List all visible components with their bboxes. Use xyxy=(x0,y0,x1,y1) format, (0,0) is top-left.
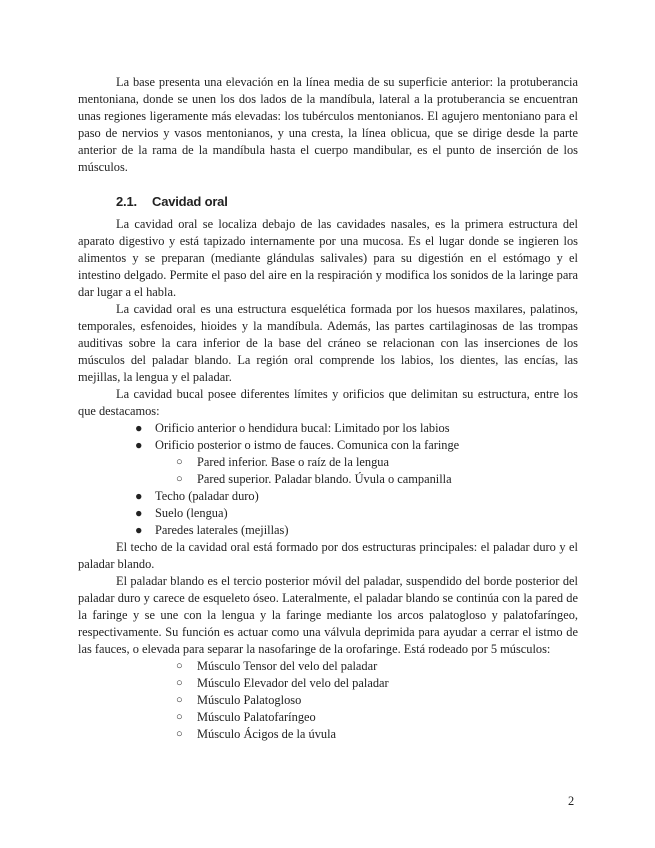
list-item: ● Techo (paladar duro) xyxy=(135,489,259,503)
muscles-list xyxy=(78,658,578,743)
bullet-icon: ● xyxy=(135,489,143,503)
circle-bullet-icon: ○ xyxy=(176,728,183,740)
section-heading xyxy=(78,193,578,210)
section-number: 2.1. xyxy=(116,194,137,209)
sublist xyxy=(78,454,578,488)
paragraph-oral-cavity-intro: La cavidad oral se localiza debajo de las cavidades nasales, es la primera estructura del aparato digestivo y está tapizado internamente por una mucosa. Es el lugar donde se ingieren los alimentos y se preparan (mediante glándulas salivales) para su digestión en el estómago y el intestino delgado. Permite el paso del aire en la respiración y modifica los sonidos de la laringe para dar lugar a el habla. xyxy=(78,217,578,299)
paragraph-palate-roof: El techo de la cavidad oral está formado por dos estructuras principales: el paladar duro y el paladar blando. xyxy=(78,540,578,571)
limits-list-continued xyxy=(78,488,578,539)
sublist-item: ○ Pared superior. Paladar blando. Úvula o campanilla xyxy=(176,472,452,486)
list-item: ● Paredes laterales (mejillas) xyxy=(135,523,289,537)
list-item: ○ Músculo Palatogloso xyxy=(176,693,302,707)
bullet-icon: ● xyxy=(135,421,143,435)
circle-bullet-icon: ○ xyxy=(176,677,183,689)
limits-list xyxy=(78,420,578,454)
circle-bullet-icon: ○ xyxy=(176,660,183,672)
document-page xyxy=(78,74,578,743)
list-item: ● Orificio anterior o hendidura bucal: Limitado por los labios xyxy=(135,421,450,435)
bullet-icon: ● xyxy=(135,506,143,520)
list-item: ○ Músculo Palatofaríngeo xyxy=(176,710,316,724)
circle-bullet-icon: ○ xyxy=(176,694,183,706)
circle-bullet-icon: ○ xyxy=(176,473,183,485)
list-item: ○ Músculo Elevador del velo del paladar xyxy=(176,676,389,690)
paragraph-mandible-base: La base presenta una elevación en la línea media de su superficie anterior: la protuberancia mentoniana, donde se unen los dos lados de la mandíbula, lateral a la protuberancia se encuentran unas regiones ligeramente más elevadas: los tubérculos mentonianos. El agujero mentoniano para el paso de nervios y vasos mentonianos, y una cresta, la línea oblicua, que se dirige desde la parte anterior de la rama de la mandíbula hasta el cuerpo mandibular, es el punto de inserción de los músculos. xyxy=(78,75,578,174)
paragraph-limits-intro: La cavidad bucal posee diferentes límites y orificios que delimitan su estructura, entre los que destacamos: xyxy=(78,387,578,418)
sublist-item: ○ Pared inferior. Base o raíz de la lengua xyxy=(176,455,389,469)
bullet-icon: ● xyxy=(135,523,143,537)
list-item: ● Suelo (lengua) xyxy=(135,506,228,520)
list-item: ● Orificio posterior o istmo de fauces. Comunica con la faringe xyxy=(135,438,460,452)
section-title: Cavidad oral xyxy=(152,194,228,209)
circle-bullet-icon: ○ xyxy=(176,456,183,468)
circle-bullet-icon: ○ xyxy=(176,711,183,723)
list-item: ○ Músculo Tensor del velo del paladar xyxy=(176,659,378,673)
paragraph-soft-palate: El paladar blando es el tercio posterior móvil del paladar, suspendido del borde posterior del paladar duro y carece de esqueleto óseo. Lateralmente, el paladar blando se continúa con la pared de la faringe y se une con la lengua y la faringe mediante los arcos palatogloso y palatofaríngeo, respectivamente. Su función es actuar como una válvula deprimida para ayudar a cerrar el istmo de las fauces, o elevada para separar la nasofaringe de la orofaringe. Está rodeado por 5 músculos: xyxy=(78,574,578,656)
paragraph-oral-cavity-structure: La cavidad oral es una estructura esquelética formada por los huesos maxilares, palatinos, temporales, esfenoides, hioides y la mandíbula. Además, las partes cartilaginosas de las trompas auditivas sobre la cara inferior de la base del cráneo se relacionan con las inserciones de los músculos del paladar blando. La región oral comprende los labios, los dientes, las encías, las mejillas, la lengua y el paladar. xyxy=(78,302,578,384)
page-number: 2 xyxy=(568,794,575,808)
list-item: ○ Músculo Ácigos de la úvula xyxy=(176,727,337,741)
bullet-icon: ● xyxy=(135,438,143,452)
